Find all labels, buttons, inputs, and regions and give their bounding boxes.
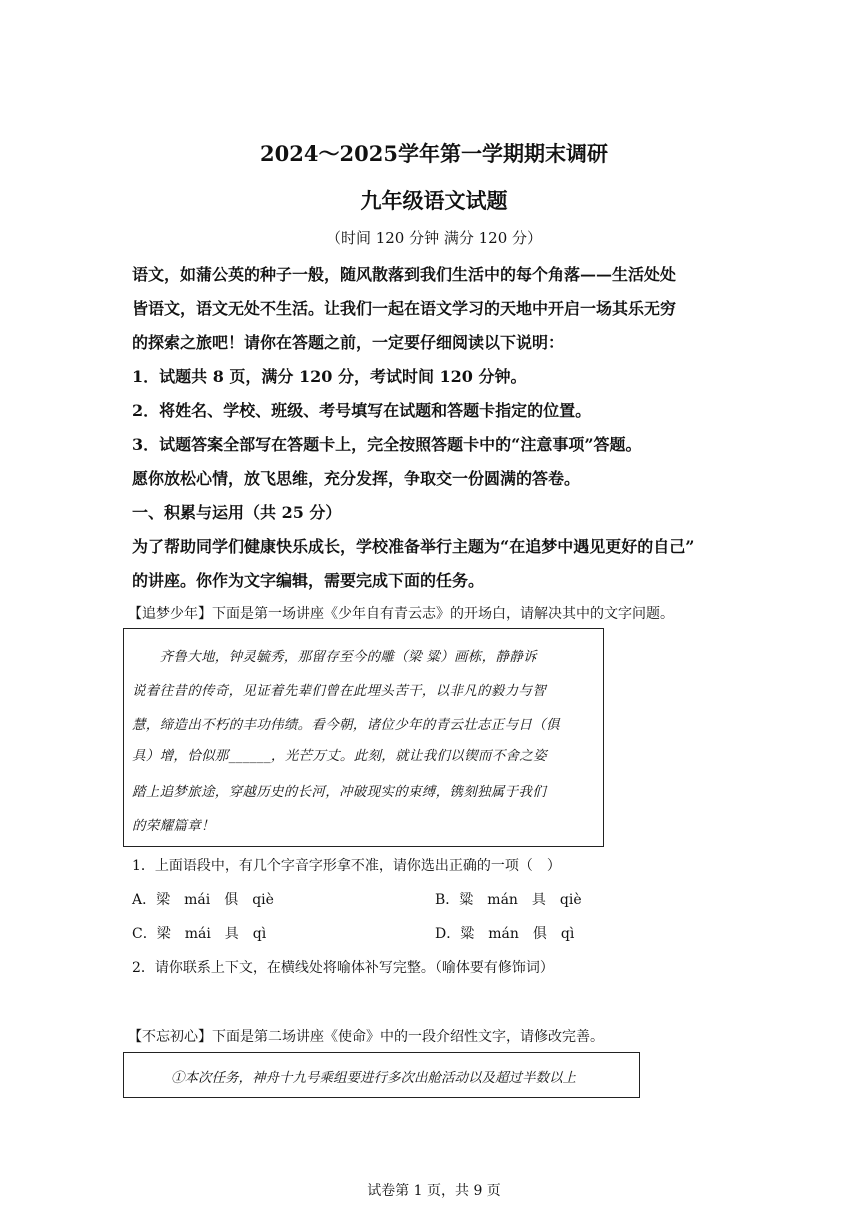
rule-item: 3．试题答案全部写在答题卡上，完全按照答题卡中的“注意事项”答题。 bbox=[132, 435, 642, 454]
intro-line: 皆语文，语文无处不生活。让我们一起在语文学习的天地中开启一场其乐无穷 bbox=[132, 299, 677, 318]
part2-intro: 【不忘初心】下面是第二场讲座《使命》中的一段介绍性文字，请修改完善。 bbox=[128, 1029, 604, 1045]
passage-line: 慧，缔造出不朽的丰功伟绩。看今朝，诸位少年的青云壮志正与日（俱 bbox=[132, 717, 560, 733]
question-2: 2．请你联系上下文，在横线处将喻体补写完整。（喻体要有修饰词） bbox=[132, 960, 554, 976]
task-line: 的讲座。你作为文字编辑，需要完成下面的任务。 bbox=[132, 571, 485, 590]
passage-line: 说着往昔的传奇，见证着先辈们曾在此埋头苦干，以非凡的毅力与智 bbox=[132, 683, 546, 699]
question-1: 1．上面语段中，有几个字音字形拿不准，请你选出正确的一项（ ） bbox=[132, 858, 561, 874]
intro-line: 语文，如蒲公英的种子一般，随风散落到我们生活中的每个角落——生活处处 bbox=[132, 265, 677, 284]
part2-line: ①本次任务，神舟十九号乘组要进行多次出舱活动以及超过半数以上 bbox=[171, 1070, 576, 1086]
rule-item: 2．将姓名、学校、班级、考号填写在试题和答题卡指定的位置。 bbox=[132, 401, 592, 420]
rule-item: 1．试题共 8 页，满分 120 分，考试时间 120 分钟。 bbox=[132, 367, 527, 386]
passage-line: 齐鲁大地，钟灵毓秀，那留存至今的雕（梁 粱）画栋，静静诉 bbox=[132, 649, 537, 665]
passage-line: 具）增，恰似那______，光芒万丈。此刻，就让我们以锲而不舍之姿 bbox=[132, 748, 547, 764]
exam-title: 2024～2025学年第一学期期末调研 bbox=[260, 141, 608, 166]
intro-line: 的探索之旅吧！请你在答题之前，一定要仔细阅读以下说明： bbox=[132, 333, 565, 352]
passage-line: 的荣耀篇章！ bbox=[132, 818, 215, 834]
time-info: （时间 120 分钟 满分 120 分） bbox=[325, 229, 543, 247]
option-a: A．梁 mái 俱 qiè bbox=[132, 892, 274, 908]
exam-subtitle: 九年级语文试题 bbox=[360, 188, 508, 213]
passage-line: 踏上追梦旅途，穿越历史的长河，冲破现实的束缚，镌刻独属于我们 bbox=[132, 784, 546, 800]
part2-box bbox=[123, 1052, 640, 1098]
page-footer: 试卷第 1 页，共 9 页 bbox=[367, 1183, 501, 1199]
option-b: B．粱 mán 具 qiè bbox=[435, 892, 582, 908]
wish-line: 愿你放松心情，放飞思维，充分发挥，争取交一份圆满的答卷。 bbox=[132, 469, 581, 488]
passage-box bbox=[123, 628, 604, 847]
task-line: 为了帮助同学们健康快乐成长，学校准备举行主题为“在追梦中遇见更好的自己” bbox=[132, 537, 695, 556]
part1-intro: 【追梦少年】下面是第一场讲座《少年自有青云志》的开场白，请解决其中的文字问题。 bbox=[128, 606, 674, 622]
option-d: D．粱 mán 俱 qì bbox=[435, 926, 575, 942]
option-c: C．梁 mái 具 qì bbox=[132, 926, 267, 942]
section-heading: 一、积累与运用（共 25 分） bbox=[132, 503, 342, 522]
